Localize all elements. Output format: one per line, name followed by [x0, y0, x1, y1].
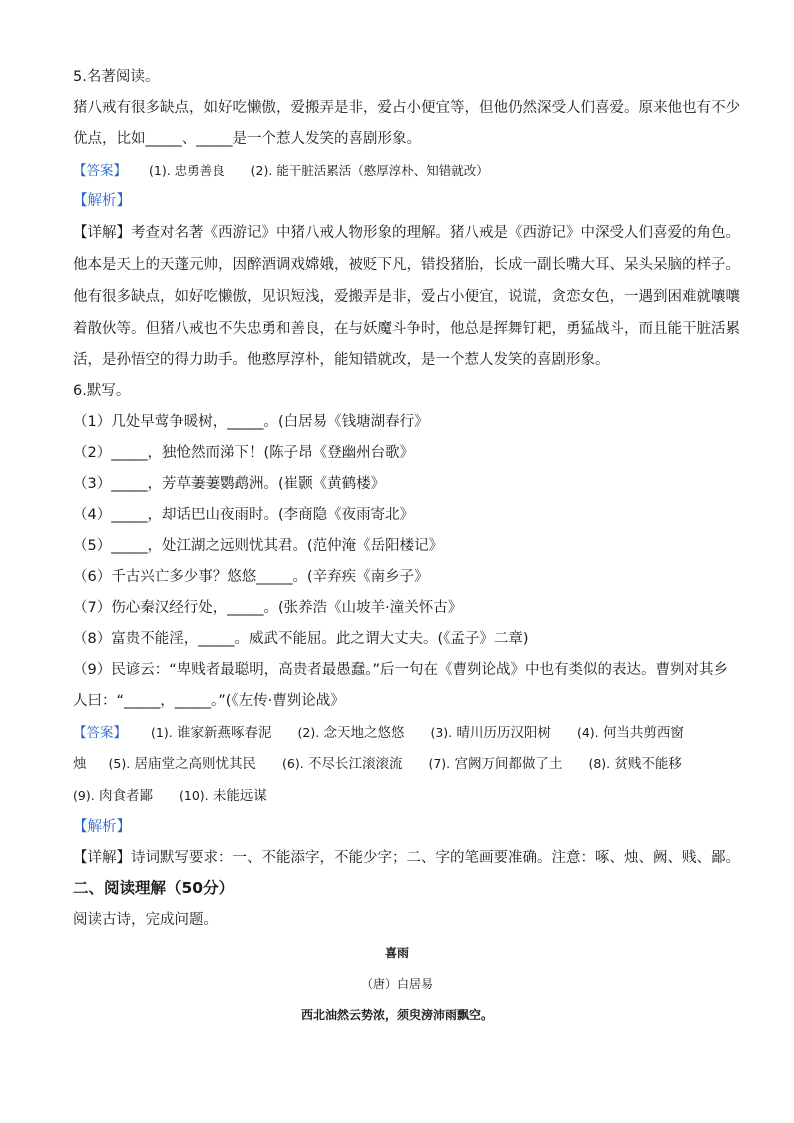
q6-item-4: （4）_____，却话巴山夜雨时。(李商隐《夜雨寄北》 — [73, 507, 415, 523]
answer-num: (8). — [588, 756, 611, 771]
answer-num: (1). — [151, 725, 173, 740]
answer-num: (10). — [178, 788, 209, 803]
q6-answer-line-2 — [73, 755, 733, 773]
answer-num: (3). — [430, 725, 453, 740]
detail-tag: 【详解】 — [73, 850, 131, 866]
answer-tag: 【答案】 — [73, 725, 127, 741]
q6-item-1: （1）几处早莺争暖树，_____。(白居易《钱塘湖春行》 — [73, 414, 429, 430]
answer-text: 宫阙万间都做了土 — [454, 756, 563, 772]
q6-title: 6.默写。 — [73, 383, 131, 399]
answer-text: 肉食者鄙 — [98, 788, 153, 804]
answer-num: (9). — [73, 788, 95, 803]
q6-item-6: （6）千古兴亡多少事？悠悠_____。(辛弃疾《南乡子》 — [73, 569, 429, 585]
section-2-heading: 二、阅读理解（50分） — [73, 879, 235, 897]
poem-line-1: 西北油然云势浓，须臾滂沛雨飘空。 — [300, 1008, 493, 1022]
analysis-tag: 【解析】 — [73, 819, 131, 835]
q6-item-8: （8）富贵不能淫，_____。威武不能屈。此之谓大丈夫。(《孟子》二章) — [73, 631, 529, 647]
poem-author: （唐）白居易 — [360, 977, 433, 991]
q5-detail-line-2: 他本是天上的天蓬元帅，因醉酒调戏嫦娥，被贬下凡，错投猪胎，长成一副长嘴大耳、呆头呆脑的样子。 — [73, 257, 740, 273]
q5-answer-1: (1). 忠勇善良 — [149, 163, 225, 178]
q5-answer-2: (2). 能干脏活累活（憨厚淳朴、知错就改） — [250, 163, 489, 178]
q5-detail-text-1: 考查对名著《西游记》中猪八戒人物形象的理解。猪八戒是《西游记》中深受人们喜爱的角色。 — [131, 225, 740, 241]
poem-title: 喜雨 — [384, 946, 409, 960]
answer-num: (7). — [428, 756, 451, 771]
q6-detail-text: 诗词默写要求：一、不能添字，不能少字；二、字的笔画要准确。注意：啄、烛、阙、贱、鄙。 — [131, 850, 740, 866]
q5-detail-line-5: 活，是孙悟空的得力助手。他憨厚淳朴，能知错就改，是一个惹人发笑的喜剧形象。 — [73, 352, 610, 368]
answer-text: 烛 — [73, 756, 87, 772]
answer-num: (5). — [108, 756, 131, 771]
q5-detail-line-3: 他有很多缺点，如好吃懒傲，见识短浅，爱搬弄是非，爱占小便宜，说谎，贪恋女色，一遇到困难就嚷嚷 — [73, 289, 740, 305]
q5-detail-line-4: 着散伙等。但猪八戒也不失忠勇和善良，在与妖魔斗争时，他总是挥舞钉耙，勇猛战斗，而且能干脏活累 — [73, 321, 740, 337]
answer-num: (2). — [297, 725, 320, 740]
q5-stem-line-1: 猪八戒有很多缺点，如好吃懒傲，爱搬弄是非，爱占小便宜等，但他仍然深受人们喜爱。原来他也有不少 — [73, 100, 740, 116]
answer-num: (6). — [281, 756, 304, 771]
answer-text: 贫贱不能移 — [614, 756, 682, 772]
q6-item-9-line-2: 人曰：“_____，_____。”(《左传·曹刿论战》 — [73, 693, 345, 709]
q6-item-3: （3）_____，芳草萋萋鹦鹉洲。(崔颢《黄鹤楼》 — [73, 476, 386, 492]
q5-analysis-tag — [73, 192, 733, 210]
answer-text: 居庙堂之高则忧其民 — [134, 756, 256, 772]
q5-detail-line-1 — [73, 224, 740, 242]
answer-text: 不尽长江滚滚流 — [307, 756, 403, 772]
answer-text: 未能远谋 — [212, 788, 267, 804]
q6-item-5: （5）_____，处江湖之远则忧其君。(范仲淹《岳阳楼记》 — [73, 538, 444, 554]
q5-title: 5.名著阅读。 — [73, 69, 160, 85]
answer-tag: 【答案】 — [73, 163, 127, 179]
answer-text: 谁家新燕啄春泥 — [176, 725, 272, 741]
answer-num: (4). — [576, 725, 599, 740]
q6-answer-line-3 — [73, 787, 733, 805]
detail-tag: 【详解】 — [73, 225, 131, 241]
q6-analysis-tag — [73, 818, 733, 836]
analysis-tag: 【解析】 — [73, 193, 131, 209]
q6-detail-line — [73, 849, 740, 867]
q5-answer-line — [73, 162, 733, 180]
answer-text: 念天地之悠悠 — [323, 725, 405, 741]
q6-item-2: （2）_____，独怆然而涕下！(陈子昂《登幽州台歌》 — [73, 445, 415, 461]
answer-text: 晴川历历汉阳树 — [456, 725, 551, 741]
q6-item-7: （7）伤心秦汉经行处，_____。(张养浩《山坡羊·潼关怀古》 — [73, 600, 463, 616]
q6-answer-line-1 — [73, 724, 733, 742]
section-2-intro: 阅读古诗，完成问题。 — [73, 912, 218, 928]
q5-stem-line-2: 优点，比如_____、_____是一个惹人发笑的喜剧形象。 — [73, 131, 421, 147]
q6-item-9-line-1: （9）民谚云：“卑贱者最聪明，高贵者最愚蠢。”后一句在《曹刿论战》中也有类似的表达。曹刿对其乡 — [73, 662, 728, 678]
answer-text: 何当共剪西窗 — [602, 725, 684, 741]
